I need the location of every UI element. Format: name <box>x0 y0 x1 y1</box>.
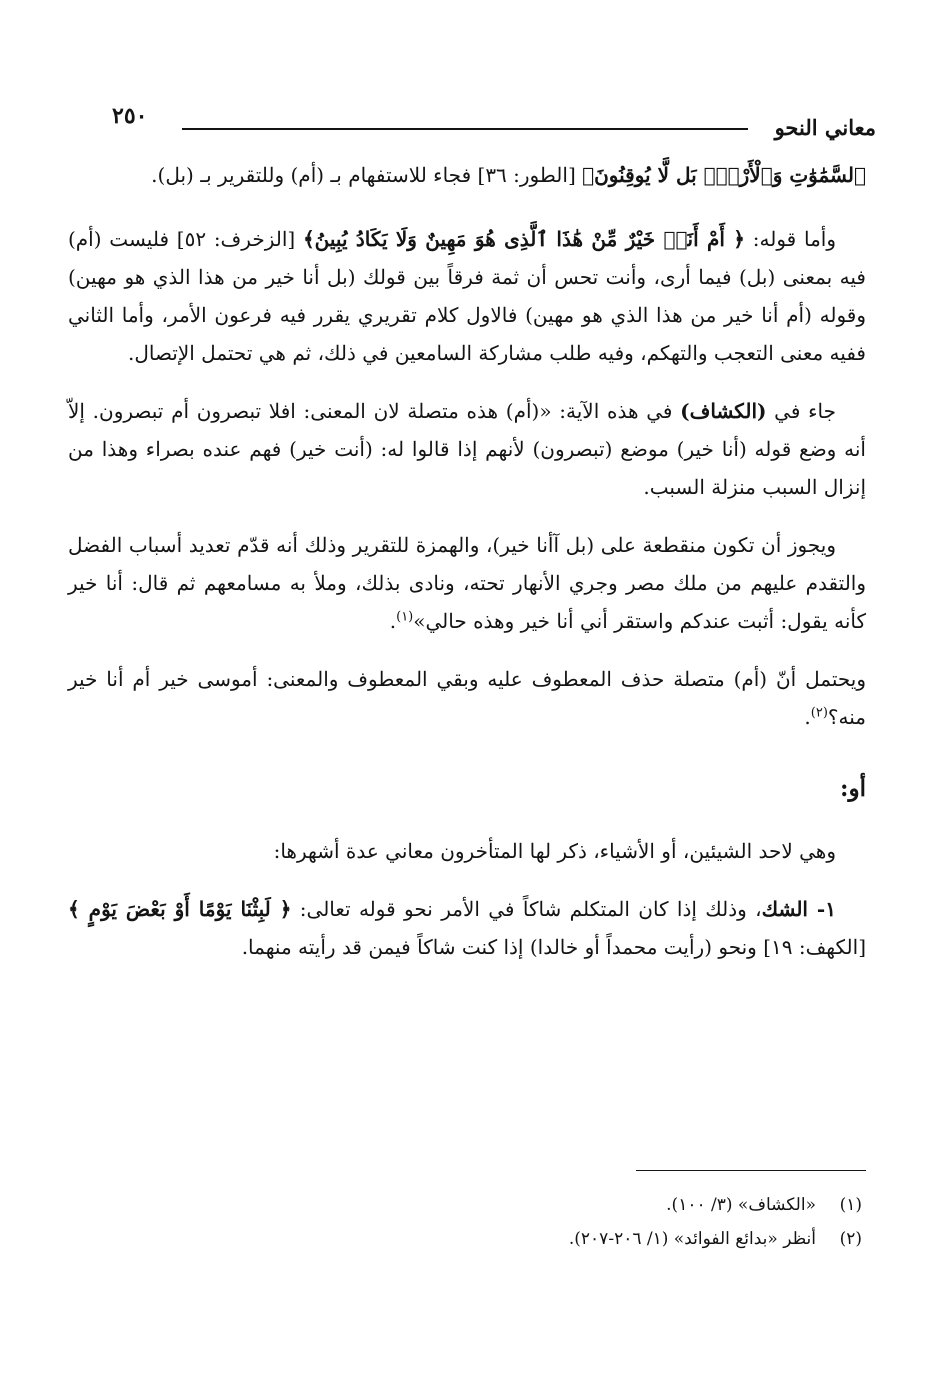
meaning-label: ١- الشك <box>761 897 836 921</box>
footnote-ref: (١) <box>396 609 414 625</box>
footnote <box>68 1222 862 1256</box>
paragraph <box>68 526 866 640</box>
paragraph-text: . <box>389 609 397 633</box>
paragraph-text: في هذه الآية: «(أم) هذه متصلة لان المعنى: افلا تبصرون أم تبصرون. إلاّ أنه وضع قوله (أنا خير) موضع (تبصرون) لأنهم إذا قالوا له: (أنت خير) فهم عنده بصراء وهذا من إنزال السبب منزلة السبب. <box>68 399 866 499</box>
paragraph-text: جاء في <box>766 399 836 423</box>
paragraph <box>68 220 866 372</box>
section-heading: أو: <box>840 775 866 802</box>
footnote-text: «الكشاف» (٣/ ١٠٠). <box>666 1195 816 1215</box>
page-body <box>68 156 866 986</box>
paragraph <box>68 392 866 506</box>
footnote-ref: (٢) <box>810 705 828 721</box>
paragraph-text: ، وذلك إذا كان المتكلم شاكاً في الأمر نحو قوله تعالى: <box>291 897 762 921</box>
paragraph <box>68 832 866 870</box>
paragraph-text: . <box>804 705 811 729</box>
page-number: ٢٥٠ <box>112 103 148 129</box>
footnote-number: (١) <box>839 1195 862 1215</box>
footnotes <box>68 1188 862 1256</box>
paragraph-continuation <box>68 156 866 194</box>
footnote-rule <box>636 1170 866 1171</box>
paragraph <box>68 890 866 966</box>
paragraph-text: ويجوز أن تكون منقطعة على (بل آأنا خير)، والهمزة للتقرير وذلك أنه قدّم تعديد أسباب الفضل والتقدم عليهم من ملك مصر وجري الأنهار تحته، ونادى بذلك، وملأ به مسامعهم ثم قال: أنا خير كأنه يقول: أثبت عندكم واستقر أني أنا خير وهذه حالي» <box>68 533 866 633</box>
footnote-number: (٢) <box>839 1229 862 1249</box>
page-header <box>112 96 876 146</box>
quran-verse: ﴿ لَبِثْنَا يَوْمًا أَوْ بَعْضَ يَوْمٍ ﴾ <box>68 897 292 921</box>
footnote-text: أنظر «بدائع الفوائد» (١/ ٢٠٦-٢٠٧). <box>568 1229 816 1249</box>
paragraph-text: [الكهف: ١٩] ونحو (رأيت محمداً أو خالدا) إذا كنت شاكاً فيمن قد رأيته منهما. <box>241 935 866 959</box>
paragraph-text: [الزخرف: ٥٢] فليست (أم) فيه بمعنى (بل) فيما أرى، وأنت تحس أن ثمة فرقاً بين قولك (بل أنا خير من هذا الذي هو مهين) وقوله (أم أنا خير من هذا الذي هو مهين) فالاول كلام تقريري يقرر فيه فرعون الأمر، وأما الثاني ففيه معنى التعجب والتهكم، وفيه طلب مشاركة السامعين في ذلك، ثم هي تحتمل الإتصال. <box>68 227 866 365</box>
quran-verse: ﴿ أَمْ أَنَا۠ خَيْرٌ مِّنْ هَٰذَا ٱلَّذِى هُوَ مَهِينٌ وَلَا يَكَادُ يُبِينُ﴾ <box>302 227 746 251</box>
paragraph-text: ويحتمل أنّ (أم) متصلة حذف المعطوف عليه وبقي المعطوف والمعنى: أموسى خير أم أنا خير منه؟ <box>68 667 866 729</box>
source-title: (الكشاف) <box>680 399 767 423</box>
footnote <box>68 1188 862 1222</box>
running-title: معاني النحو <box>774 115 876 140</box>
paragraph-text: وهي لاحد الشيئين، أو الأشياء، ذكر لها المتأخرون معاني عدة أشهرها: <box>273 839 836 863</box>
paragraph-text: وأما قوله: <box>745 227 837 251</box>
header-rule <box>182 128 748 130</box>
quran-verse: ٱلسَّمَٰوَٰتِ وَٱلْأَرْضَۚ بَل لَّا يُوقِنُونَ﴾ <box>582 163 866 187</box>
paragraph-text: [الطور: ٣٦] فجاء للاستفهام بـ (أم) وللتقرير بـ (بل). <box>151 163 583 187</box>
paragraph <box>68 660 866 736</box>
